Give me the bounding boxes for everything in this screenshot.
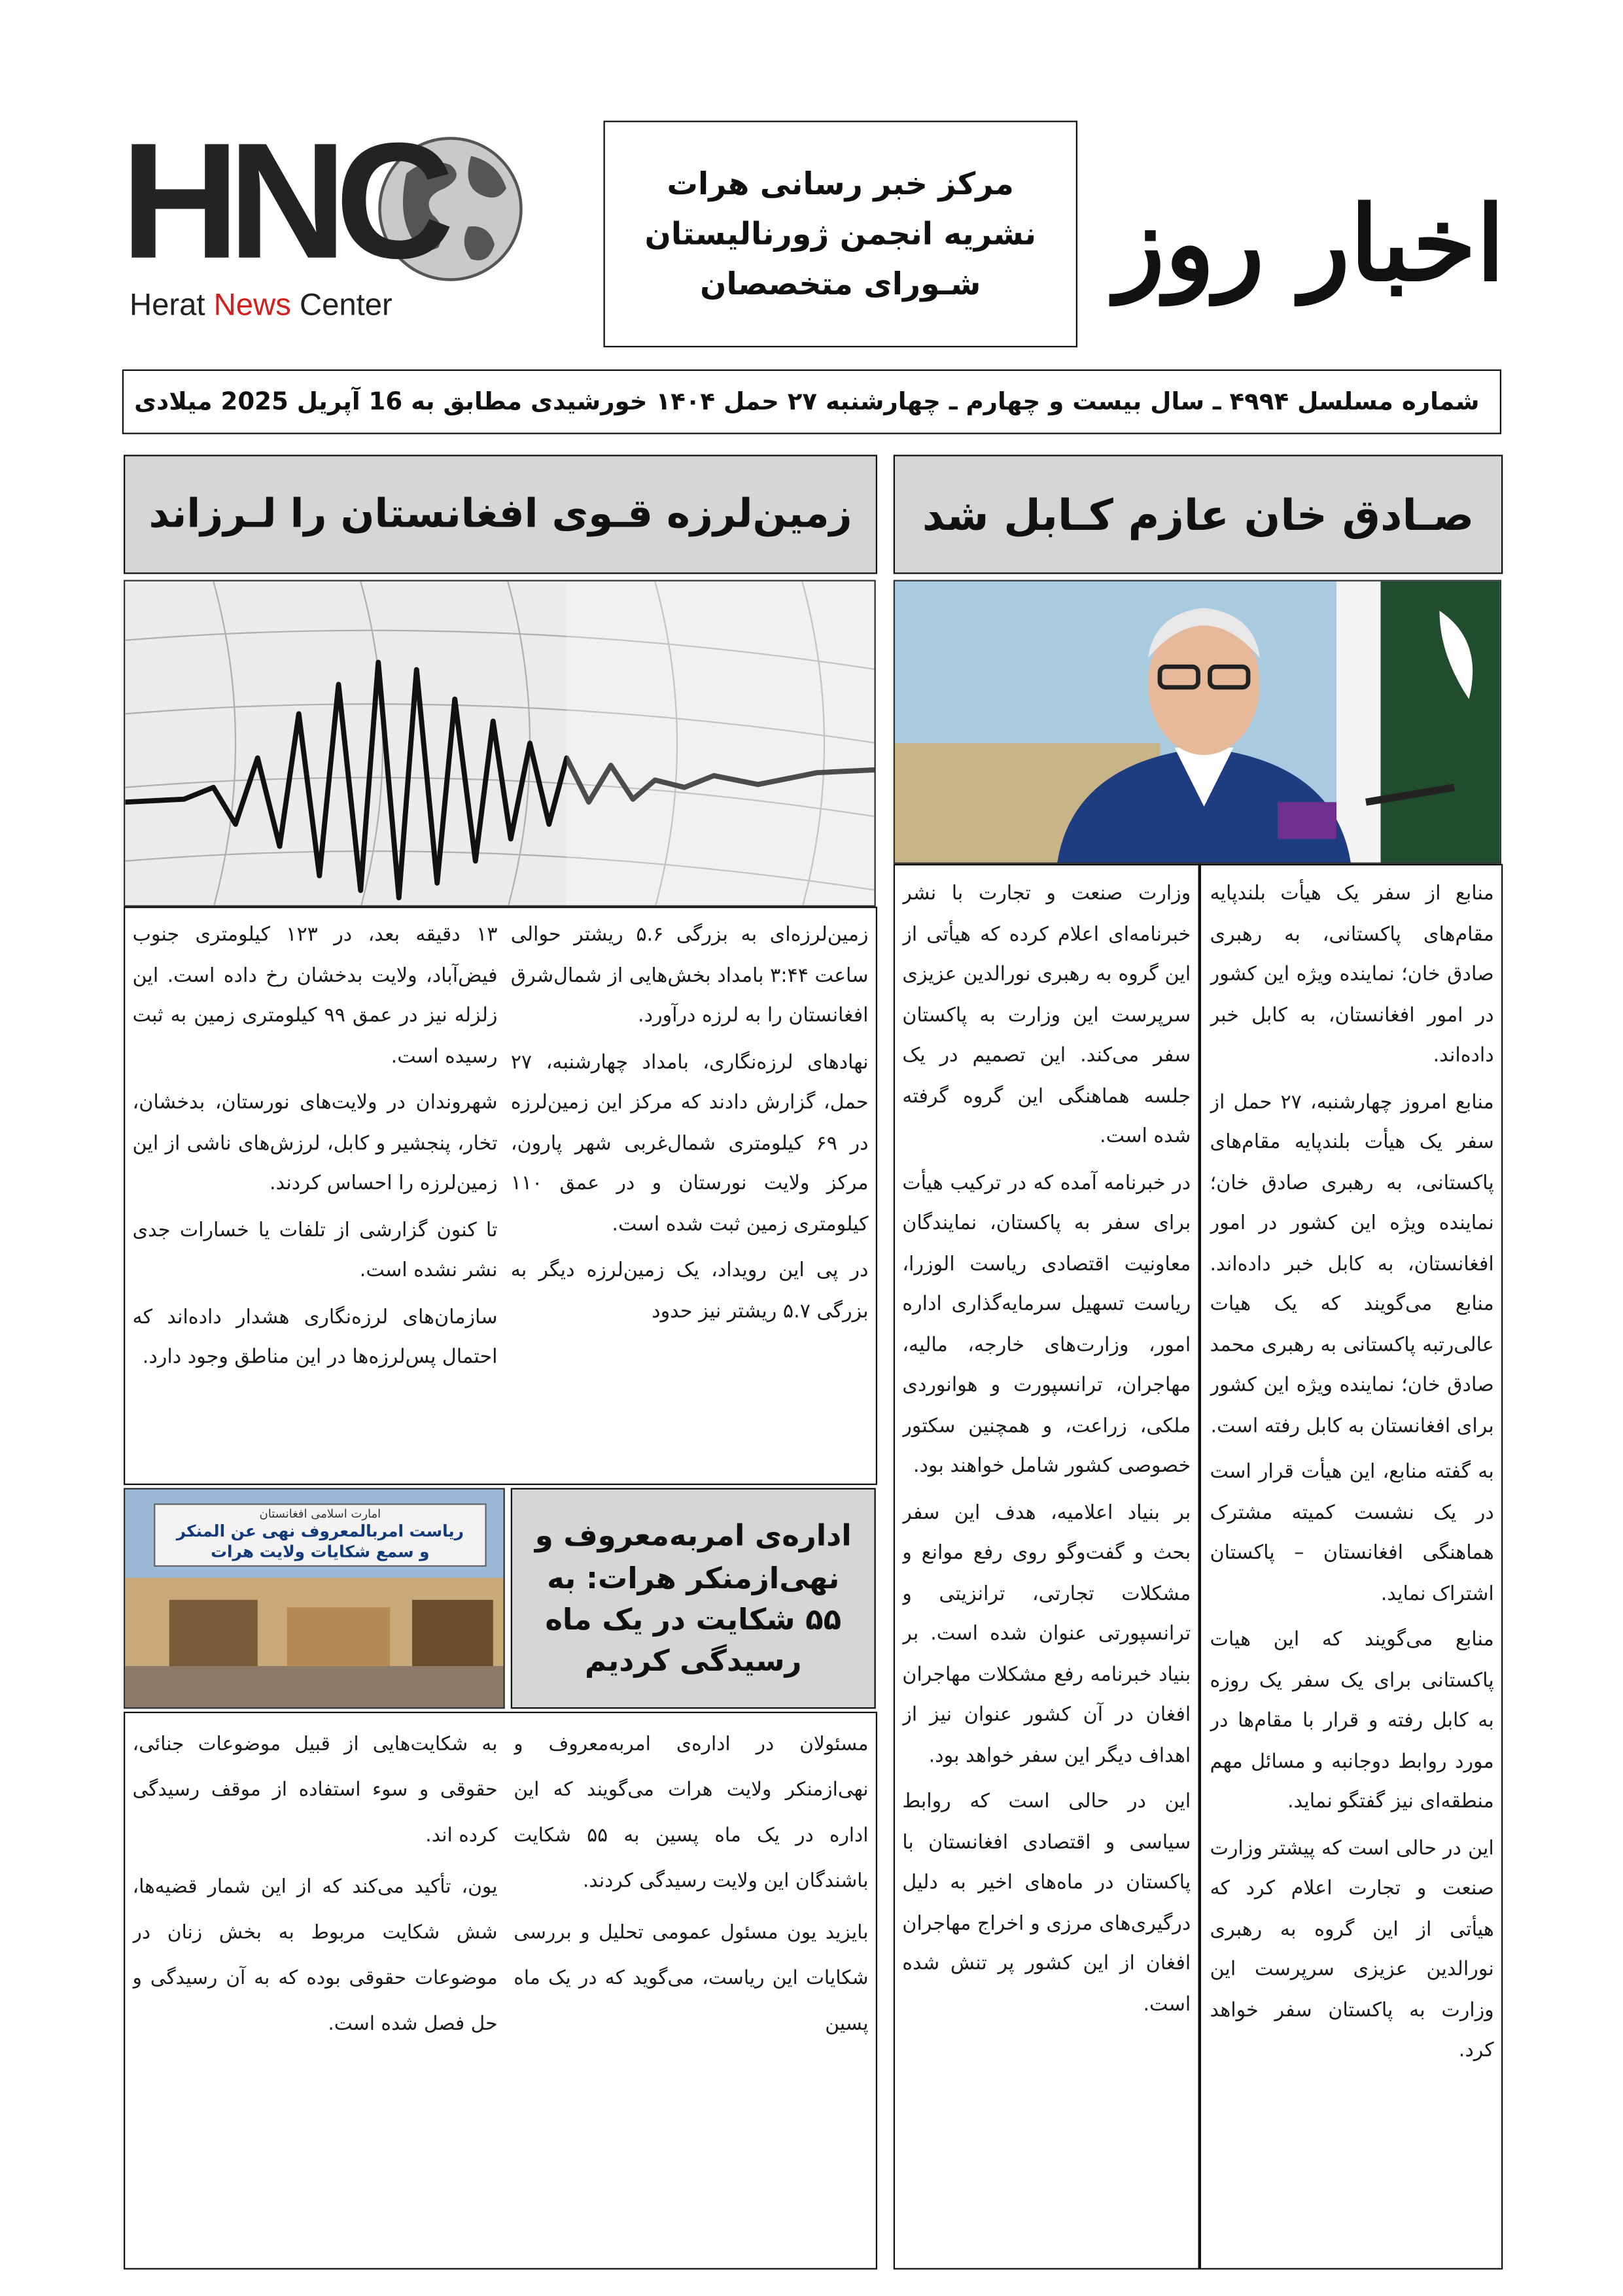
sign-line-2: ریاست امربالمعروف نهی عن المنکر xyxy=(176,1522,464,1541)
sadiq-khan-photo xyxy=(894,580,1501,864)
paragraph: منابع می‌گویند که این هیات پاکستانی برای یک سفر یک روزه به کابل رفته و قرار با مقام‌ها در مورد روابط دوجانبه و مسائل مهم منطقه‌ای نیز گفتگو نماید. xyxy=(1210,1629,1494,1813)
quake-column-right xyxy=(511,916,869,1478)
paragraph: منابع از سفر یک هیأت بلندپایه مقام‌های پاکستانی، به رهبری صادق خان؛ نماینده ویژه این کشور در امور افغانستان، به کابل خبر داده‌اند. xyxy=(1210,883,1494,1068)
paragraph: یون، تأکید می‌کند که از این شمار قضیه‌ها، شش شکایت مربوط به بخش زنان در موضوعات حقوقی بوده که به آن رسیدگی و حل فصل شده است. xyxy=(132,1876,498,2036)
seismograph-image xyxy=(125,582,876,907)
sadiq-column-right xyxy=(1210,875,1494,2263)
sadiq-headline: صـادق خان عازم کـابل شد xyxy=(894,455,1503,574)
logo-caption-center: Center xyxy=(290,288,393,322)
logo-letters: HNC xyxy=(120,109,443,293)
paragraph: بایزید یون مسئول عمومی تحلیل و بررسی شکایات این ریاست، می‌گوید که در یک ماه پسین xyxy=(514,1922,869,2036)
paragraph: در پی این رویداد، یک زمین‌لرزه دیگر به بزرگی ۵.۷ ریشتر نیز حدود xyxy=(510,1260,869,1323)
logo-caption-news: News xyxy=(213,288,291,322)
office-building-photo xyxy=(124,1488,505,1709)
sadiq-column-left xyxy=(902,875,1191,2263)
paragraph: نهادهای لرزه‌نگاری، بامداد چهارشنبه، ۲۷ حمل، گزارش دادند که مرکز این زمین‌لرزه در ۶۹ کیلومتری شمال‌غربی شهر پارون، مرکز ولایت نورستان و در عمق ۱۱۰ کیلومتری زمین ثبت شده است. xyxy=(510,1051,869,1236)
sign-line-3: و سمع شکایات ولایت هرات xyxy=(211,1542,430,1562)
office-headline: اداره‌ی امربه‌معروف و نهی‌ازمنکر هرات: به ۵۵ شکایت در یک ماه رسیدگی کردیم xyxy=(511,1488,876,1709)
paragraph: منابع امروز چهارشنبه، ۲۷ حمل از سفر یک هیأت بلندپایه مقام‌های پاکستانی، به رهبری صادق خان؛ نماینده ویژه این کشور در امور افغانستان، به کابل خبر داده‌اند. منابع می‌گویند که یک هیات عالی‌رتبه پاکستانی به رهبری محمد صادق خان؛ نماینده ویژه این کشور برای افغانستان به کابل رفته است. xyxy=(1210,1091,1494,1438)
office-column-left xyxy=(133,1722,498,2263)
issue-line: شماره مسلسل ۴۹۹۴ ـ سال بیست و چهارم ـ چهارشنبه ۲۷ حمل ۱۴۰۴ خورشیدی مطابق به 16 آپریل 2025 میلادی xyxy=(122,370,1501,434)
paper-name: اخبار روز xyxy=(1115,183,1505,305)
paragraph: به گفته منابع، این هیأت قرار است در یک نشست کمیته مشترک هماهنگی افغانستان – پاکستان اشتراک نماید. xyxy=(1210,1461,1494,1605)
paragraph: ۱۳ دقیقه بعد، در ۱۲۳ کیلومتری جنوب فیض‌آباد، ولایت بدخشان رخ داده است. این زلزله نیز در عمق ۹۹ کیلومتری زمین به ثبت رسیده است. xyxy=(132,924,498,1068)
sadiq-column-divider xyxy=(1198,864,1200,2270)
office-column-right xyxy=(514,1722,868,2263)
quake-headline: زمین‌لرزه قـوی افغانستان را لـرزاند xyxy=(124,455,877,574)
paragraph: سازمان‌های لرزه‌نگاری هشدار داده‌اند که احتمال پس‌لرزه‌ها در این مناطق وجود دارد. xyxy=(132,1306,498,1369)
paragraph: این در حالی است که پیشتر وزارت صنعت و تجارت اعلام کرد که هیأتی از این گروه به رهبری نورالدین عزیزی سرپرست این وزارت به پاکستان سفر خواهد کرد. xyxy=(1210,1837,1494,2062)
masthead-box-line-2: نشریه انجمن ژورنالیستان xyxy=(644,216,1036,252)
paragraph: زمین‌لرزه‌ای به بزرگی ۵.۶ ریشتر حوالی ساعت ۳:۴۴ بامداد بخش‌هایی از شمال‌شرق افغانستان را به لرزه درآورد. xyxy=(510,924,869,1028)
seismograph-photo xyxy=(124,580,876,907)
masthead-box-line-1: مرکز خبر رسانی هرات xyxy=(667,166,1014,202)
paragraph: تا کنون گزارشی از تلفات یا خسارات جدی نشر نشده است. xyxy=(132,1219,498,1282)
masthead-info-box xyxy=(604,121,1078,348)
logo-caption xyxy=(130,288,519,324)
paragraph: به شکایت‌هایی از قبیل موضوعات جنائی، حقوقی و سوء استفاده از موقف رسیدگی کرده اند. xyxy=(132,1733,498,1847)
masthead-box-line-3: شـورای متخصصان xyxy=(700,266,981,302)
paragraph: در خبرنامه آمده که در ترکیب هیأت برای سفر به پاکستان، نمایندگان معاونیت اقتصادی ریاست الوزرا، ریاست تسهیل سرمایه‌گذاری اداره امور، وزارت‌های خارجه، مالیه، مهاجران، ترانسپورت و هوانوردی ملکی، زراعت، و همچنین سکتور خصوصی کشور شامل خواهند بود. xyxy=(902,1172,1191,1478)
paragraph: بر بنیاد اعلامیه، هدف این سفر بحث و گفت‌وگو روی رفع موانع و مشکلات تجارتی، ترانزیتی و ترانسپورتی عنوان شده است. بر بنیاد خبرنامه رفع مشکلات مهاجران افغان در آن کشور عنوان نیز از اهداف دیگر این سفر خواهد بود. xyxy=(902,1502,1191,1767)
sign-line-1: امارت اسلامی افغانستان xyxy=(259,1507,381,1521)
quake-column-left xyxy=(133,916,498,1478)
portrait-image xyxy=(895,582,1501,864)
hnc-logo xyxy=(118,109,523,336)
paragraph: این در حالی است که روابط سیاسی و اقتصادی افغانستان با پاکستان در ماه‌های اخیر به دلیل درگیری‌های مرزی و اخراج مهاجران افغان از این کشور پر تنش شده است. xyxy=(902,1791,1191,2016)
logo-caption-herat: Herat xyxy=(130,288,214,322)
paragraph: شهروندان در ولایت‌های نورستان، بدخشان، تخار، پنجشیر و کابل، لرزش‌های ناشی از این زمین‌لرزه را احساس کردند. xyxy=(132,1092,498,1195)
paragraph: وزارت صنعت و تجارت با نشر خبرنامه‌ای اعلام کرده که هیأتی از این گروه به رهبری نورالدین عزیزی سرپرست این وزارت به پاکستان سفر می‌کند. این تصمیم در یک جلسه هماهنگی این گروه گرفته شده است. xyxy=(902,883,1191,1148)
paragraph: مسئولان در اداره‌ی امربه‌معروف و نهی‌ازمنکر ولایت هرات می‌گویند که این اداره در یک ماه پسین به ۵۵ شکایت باشندگان این ولایت رسیدگی کردند. xyxy=(514,1733,869,1893)
